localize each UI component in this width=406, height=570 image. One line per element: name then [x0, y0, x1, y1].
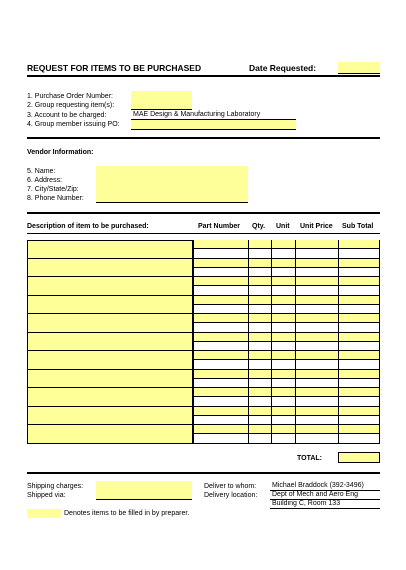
qty-cell-continued[interactable] [248, 416, 271, 425]
sub-total-cell[interactable] [338, 277, 380, 286]
date-requested-field[interactable] [338, 62, 380, 74]
part-number-cell-continued[interactable] [193, 434, 248, 443]
sub-total-cell-continued[interactable] [338, 416, 380, 425]
unit-price-cell[interactable] [295, 333, 338, 342]
shipping-charges-label: Shipping charges: [27, 483, 84, 490]
unit-price-cell-continued[interactable] [295, 397, 338, 406]
unit-cell[interactable] [271, 240, 295, 249]
group-requesting-field[interactable] [131, 100, 192, 110]
part-number-cell-continued[interactable] [193, 379, 248, 388]
part-number-cell-continued[interactable] [193, 323, 248, 332]
unit-price-cell-continued[interactable] [295, 434, 338, 443]
part-number-cell-continued[interactable] [193, 342, 248, 351]
sub-total-cell[interactable] [338, 370, 380, 379]
total-label: TOTAL: [297, 455, 323, 462]
unit-price-cell[interactable] [295, 296, 338, 305]
description-header: Description of item to be purchased: [27, 223, 149, 230]
unit-cell[interactable] [271, 314, 295, 323]
delivery-location-line2-field[interactable] [270, 499, 380, 509]
deliver-to-value: Michael Braddock (392-3496) [272, 482, 364, 489]
unit-cell-continued[interactable] [271, 416, 295, 425]
description-cell[interactable] [27, 333, 193, 352]
description-cell[interactable] [27, 407, 193, 426]
description-cell[interactable] [27, 296, 193, 315]
description-cell[interactable] [27, 425, 193, 444]
unit-price-cell[interactable] [295, 407, 338, 416]
unit-header: Unit [276, 223, 290, 230]
unit-price-cell-continued[interactable] [295, 323, 338, 332]
part-number-cell[interactable] [193, 240, 248, 249]
part-number-header: Part Number [198, 223, 241, 230]
deliver-to-label: Deliver to whom: [204, 483, 257, 490]
unit-price-cell-continued[interactable] [295, 286, 338, 295]
shipped-via-field[interactable] [96, 490, 192, 500]
qty-cell-continued[interactable] [248, 360, 271, 369]
description-cell[interactable] [27, 388, 193, 407]
po-divider [27, 137, 380, 139]
qty-cell[interactable] [248, 333, 271, 342]
shipped-via-label: Shipped via: [27, 492, 66, 499]
unit-cell-continued[interactable] [271, 360, 295, 369]
sub-total-cell[interactable] [338, 240, 380, 249]
unit-price-cell-continued[interactable] [295, 360, 338, 369]
vendor-phone-field[interactable] [96, 193, 248, 203]
sub-total-cell-continued[interactable] [338, 397, 380, 406]
part-number-cell-continued[interactable] [193, 416, 248, 425]
sub-total-cell-continued[interactable] [338, 342, 380, 351]
sub-total-cell[interactable] [338, 314, 380, 323]
unit-cell[interactable] [271, 277, 295, 286]
vendor-phone-label: 8. Phone Number: [27, 195, 84, 202]
account-field[interactable] [131, 110, 296, 120]
part-number-cell-continued[interactable] [193, 397, 248, 406]
vendor-city-label: 7. City/State/Zip: [27, 186, 79, 193]
qty-cell[interactable] [248, 259, 271, 268]
total-divider [27, 472, 380, 474]
part-number-cell[interactable] [193, 259, 248, 268]
unit-cell-continued[interactable] [271, 342, 295, 351]
qty-cell-continued[interactable] [248, 434, 271, 443]
sub-total-header: Sub Total [342, 223, 374, 230]
sub-total-cell-continued[interactable] [338, 286, 380, 295]
qty-cell[interactable] [248, 296, 271, 305]
unit-cell-continued[interactable] [271, 397, 295, 406]
sub-total-cell-continued[interactable] [338, 379, 380, 388]
vendor-heading: Vendor Information: [27, 149, 94, 156]
unit-cell-continued[interactable] [271, 434, 295, 443]
part-number-cell[interactable] [193, 425, 248, 434]
unit-price-cell[interactable] [295, 259, 338, 268]
date-requested-label: Date Requested: [249, 63, 317, 73]
unit-cell[interactable] [271, 259, 295, 268]
form-title: REQUEST FOR ITEMS TO BE PURCHASED [27, 63, 202, 73]
qty-cell-continued[interactable] [248, 249, 271, 258]
qty-cell-continued[interactable] [248, 323, 271, 332]
qty-cell[interactable] [248, 370, 271, 379]
qty-cell-continued[interactable] [248, 268, 271, 277]
sub-total-cell-continued[interactable] [338, 268, 380, 277]
legend-text: Denotes items to be filled in by preparer. [64, 510, 190, 517]
qty-cell-continued[interactable] [248, 397, 271, 406]
unit-cell[interactable] [271, 333, 295, 342]
qty-cell[interactable] [248, 277, 271, 286]
part-number-cell-continued[interactable] [193, 360, 248, 369]
description-cell[interactable] [27, 259, 193, 278]
group-member-label: 4. Group member issuing PO: [27, 121, 120, 128]
part-number-cell[interactable] [193, 314, 248, 323]
unit-price-cell-continued[interactable] [295, 268, 338, 277]
part-number-cell[interactable] [193, 333, 248, 342]
part-number-cell[interactable] [193, 296, 248, 305]
vendor-address-label: 6. Address: [27, 177, 63, 184]
part-number-cell[interactable] [193, 388, 248, 397]
delivery-location-line2: Building C, Room 133 [272, 500, 341, 507]
vendor-name-label: 5. Name: [27, 168, 56, 175]
part-number-cell-continued[interactable] [193, 249, 248, 258]
sub-total-cell[interactable] [338, 425, 380, 434]
group-requesting-label: 2. Group requesting item(s): [27, 102, 115, 109]
qty-cell-continued[interactable] [248, 305, 271, 314]
sub-total-cell-continued[interactable] [338, 360, 380, 369]
qty-header: Qty. [252, 223, 266, 230]
vendor-divider [27, 212, 380, 214]
description-cell[interactable] [27, 240, 193, 259]
part-number-cell-continued[interactable] [193, 305, 248, 314]
sub-total-cell-continued[interactable] [338, 249, 380, 258]
description-cell[interactable] [27, 351, 193, 370]
qty-cell-continued[interactable] [248, 286, 271, 295]
unit-cell-continued[interactable] [271, 286, 295, 295]
part-number-cell[interactable] [193, 407, 248, 416]
unit-price-cell-continued[interactable] [295, 305, 338, 314]
qty-cell[interactable] [248, 314, 271, 323]
part-number-cell[interactable] [193, 277, 248, 286]
unit-cell-continued[interactable] [271, 323, 295, 332]
unit-cell[interactable] [271, 351, 295, 360]
account-value: MAE Design & Manufacturing Laboratory [133, 111, 261, 118]
unit-cell[interactable] [271, 296, 295, 305]
unit-price-cell[interactable] [295, 314, 338, 323]
sub-total-cell[interactable] [338, 296, 380, 305]
part-number-cell-continued[interactable] [193, 286, 248, 295]
part-number-cell[interactable] [193, 370, 248, 379]
qty-cell-continued[interactable] [248, 342, 271, 351]
sub-total-cell-continued[interactable] [338, 434, 380, 443]
sub-total-cell[interactable] [338, 388, 380, 397]
unit-price-cell[interactable] [295, 351, 338, 360]
unit-price-cell-continued[interactable] [295, 379, 338, 388]
account-label: 3. Account to be charged: [27, 112, 107, 119]
unit-price-cell[interactable] [295, 388, 338, 397]
unit-price-cell[interactable] [295, 425, 338, 434]
unit-price-cell[interactable] [295, 277, 338, 286]
sub-total-cell[interactable] [338, 333, 380, 342]
qty-cell-continued[interactable] [248, 379, 271, 388]
unit-cell[interactable] [271, 370, 295, 379]
sub-total-cell[interactable] [338, 407, 380, 416]
description-cell[interactable] [27, 314, 193, 333]
part-number-cell[interactable] [193, 351, 248, 360]
group-member-field[interactable] [131, 120, 296, 130]
total-field[interactable] [338, 452, 380, 463]
header-divider [27, 75, 380, 77]
unit-cell-continued[interactable] [271, 379, 295, 388]
table-header-rule [27, 233, 380, 234]
qty-cell[interactable] [248, 425, 271, 434]
qty-cell[interactable] [248, 240, 271, 249]
unit-price-header: Unit Price [300, 223, 333, 230]
unit-cell-continued[interactable] [271, 268, 295, 277]
part-number-cell-continued[interactable] [193, 268, 248, 277]
unit-cell[interactable] [271, 425, 295, 434]
unit-cell-continued[interactable] [271, 249, 295, 258]
po-number-label: 1. Purchase Order Number: [27, 93, 113, 100]
unit-price-cell[interactable] [295, 370, 338, 379]
unit-price-cell[interactable] [295, 240, 338, 249]
description-cell[interactable] [27, 370, 193, 389]
delivery-location-line1: Dept of Mech and Aero Eng [272, 491, 358, 498]
description-cell[interactable] [27, 277, 193, 296]
unit-price-cell-continued[interactable] [295, 249, 338, 258]
unit-price-cell-continued[interactable] [295, 416, 338, 425]
qty-cell[interactable] [248, 407, 271, 416]
sub-total-cell[interactable] [338, 259, 380, 268]
delivery-location-label: Delivery location: [204, 492, 258, 499]
unit-price-cell-continued[interactable] [295, 342, 338, 351]
legend-swatch [27, 509, 61, 518]
sub-total-cell[interactable] [338, 351, 380, 360]
unit-cell[interactable] [271, 407, 295, 416]
qty-cell[interactable] [248, 351, 271, 360]
sub-total-cell-continued[interactable] [338, 305, 380, 314]
unit-cell[interactable] [271, 388, 295, 397]
unit-cell-continued[interactable] [271, 305, 295, 314]
sub-total-cell-continued[interactable] [338, 323, 380, 332]
qty-cell[interactable] [248, 388, 271, 397]
